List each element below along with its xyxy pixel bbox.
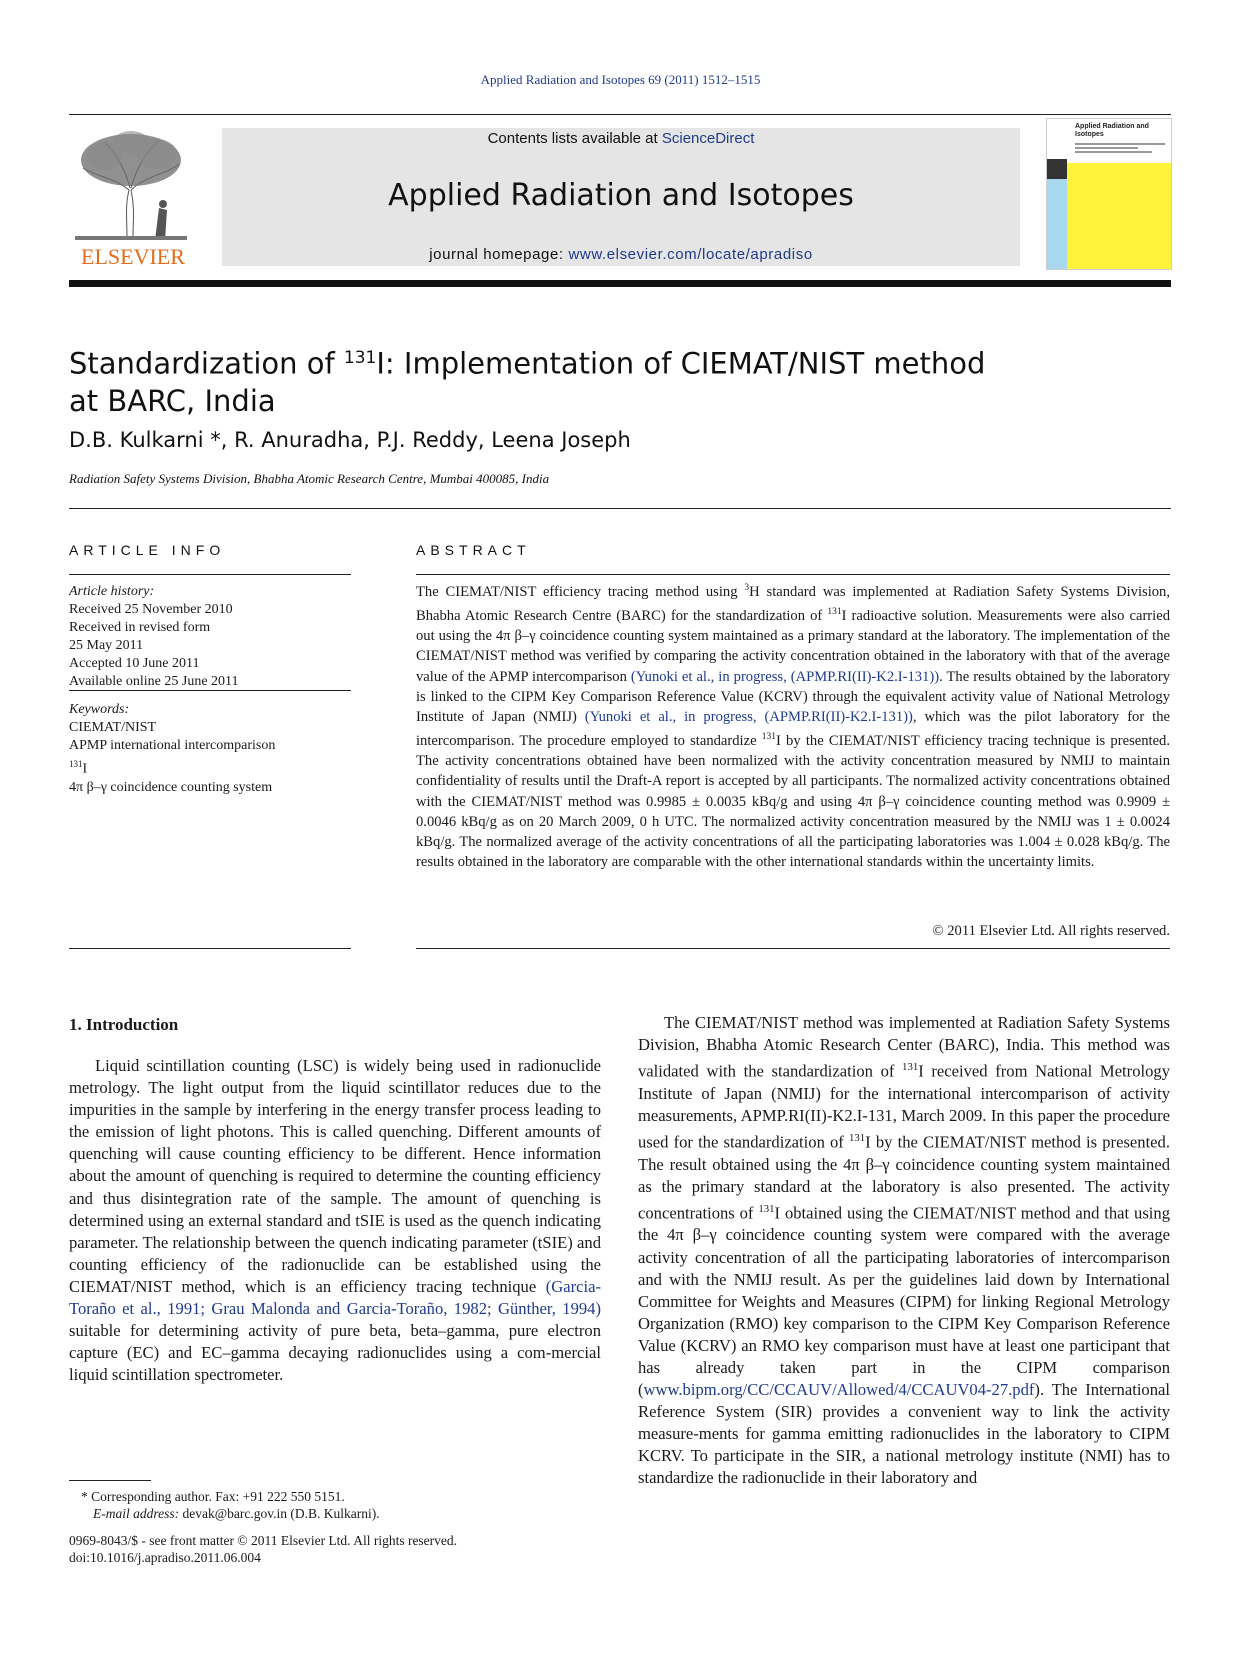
abstract-body (416, 578, 1170, 872)
history-label: Article history: (69, 584, 155, 599)
history-accepted: Accepted 10 June 2011 (69, 656, 200, 671)
body-superscript: 131 (902, 1061, 919, 1074)
title-separator-rule (69, 508, 1171, 509)
abstract-text: , which was the pilot laboratory for the intercomparison. The procedure employed to standardize (416, 708, 1170, 749)
journal-name: Applied Radiation and Isotopes (388, 178, 854, 213)
front-matter (69, 1532, 669, 1566)
abstract-text: The CIEMAT/NIST efficiency tracing method using (416, 583, 745, 600)
journal-citation[interactable]: Applied Radiation and Isotopes 69 (2011) 1512–1515 (480, 72, 761, 87)
history-revised-label: Received in revised form (69, 620, 211, 635)
email-note (69, 1505, 601, 1522)
abstract-heading: ABSTRACT (416, 542, 531, 558)
body-superscript: 131 (849, 1132, 866, 1144)
bipm-url-link[interactable]: www.bipm.org/CC/CCAUV/Allowed/4/CCAUV04-27.pdf (643, 1380, 1035, 1400)
abstract-superscript: 131 (761, 732, 776, 743)
email-address[interactable]: devak@barc.gov.in (D.B. Kulkarni). (179, 1506, 380, 1521)
keyword-item: 4π β–γ coincidence counting system (69, 779, 273, 795)
elsevier-tree-icon (75, 128, 187, 240)
article-info-rule (69, 574, 351, 575)
author-list[interactable]: D.B. Kulkarni *, R. Anuradha, P.J. Reddy, Leena Joseph (69, 428, 631, 452)
footnote (69, 1488, 601, 1522)
keyword-text: I (82, 761, 88, 777)
abstract-text: I by the CIEMAT/NIST efficiency tracing technique is presented. The activity concentrations obtained have been normalized with the activity concentration measured by NMIJ to maintain confidentiality of results until the Draft-A report is accepted by all participants. The normalized activity concentrations obtained with the CIEMAT/NIST method was 0.9985 ± 0.0035 kBq/g and using 4π β–γ coincidence counting method was 0.9909 ± 0.0046 kBq/g as on 20 March 2009, 0 h UTC. The normalized activity concentration measured by the NMIJ was 1 ± 0.0024 kBq/g. The normalized average of the activity concentrations of all the participating laboratories was 1.004 ± 0.028 kBq/g. The results obtained in the laboratory are comparable with the other international standards within the uncertainty limits. (416, 733, 1170, 871)
title-part-1: Standardization of (69, 346, 344, 381)
contents-line (222, 130, 1020, 147)
abstract-copyright: © 2011 Elsevier Ltd. All rights reserved. (932, 923, 1170, 939)
sciencedirect-link[interactable]: ScienceDirect (661, 130, 755, 147)
body-text: I obtained using the CIEMAT/NIST method and that using the 4π β–γ coincidence counting system were compared with the average activity concentration of all the participating laboratories of intercomparison and with the NMIJ result. As per the guidelines laid down by International Committee for Weights and Measures (CIPM) for linking Regional Metrology Organization (RMO) key comparison to the CIPM Key Comparison Reference Value (KCRV) an RMO key comparison must have at least one participant that has already taken part in the CIPM comparison ( (638, 1203, 1170, 1400)
history-received: Received 25 November 2010 (69, 602, 233, 617)
keywords-rule (69, 690, 351, 691)
article-history (69, 583, 351, 691)
article-info-bottom-rule (69, 948, 351, 949)
cover-title: Applied Radiation and Isotopes (1075, 123, 1149, 138)
section-heading-introduction: 1. Introduction (69, 1015, 179, 1034)
abstract-text: . The results obtained by the laboratory is linked to the CIPM Key Comparison Reference Value (KCRV) through the equivalent activity value of National Metrology Institute of Japan (NMIJ) (416, 668, 1170, 725)
cover-fine-print (1075, 143, 1165, 157)
keywords (69, 701, 351, 797)
body-text: suitable for determining activity of pure beta, beta–gamma, pure electron capture (EC) and EC–gamma decaying radionuclides using a com-mercial liquid scintillation spectrometer. (69, 1321, 601, 1385)
keyword-item: CIEMAT/NIST (69, 720, 157, 735)
homepage-prefix: journal homepage: (429, 246, 569, 263)
corresponding-author-note: * Corresponding author. Fax: +91 222 550 5151. (81, 1489, 345, 1504)
journal-homepage-link[interactable]: www.elsevier.com/locate/apradiso (568, 246, 813, 263)
body-text: The CIEMAT/NIST method was implemented at Radiation Safety Systems Division, Bhabha Atomic Research Center (BARC), India. This method was validated with the standardization of (638, 1013, 1170, 1081)
history-revised-date: 25 May 2011 (69, 638, 144, 653)
reference-link-yunoki[interactable]: (Yunoki et al., in progress, (APMP.RI(II)-K2.I-131)) (630, 668, 940, 685)
elsevier-logo[interactable] (69, 128, 197, 268)
title-superscript: 131 (343, 348, 377, 368)
history-online: Available online 25 June 2011 (69, 674, 239, 689)
abstract-text: H standard was implemented at Radiation Safety Systems Division, Bhabha Atomic Research Centre (BARC) for the standardization of (416, 583, 1170, 624)
contents-prefix: Contents lists available at (487, 130, 662, 147)
article-title (69, 340, 1069, 420)
issn-line: 0969-8043/$ - see front matter © 2011 Elsevier Ltd. All rights reserved. (69, 1533, 458, 1548)
header-bottom-rule (69, 280, 1171, 287)
article-info-heading: ARTICLE INFO (69, 542, 226, 558)
intro-paragraph-left (69, 1055, 601, 1386)
body-text: I received from National Metrology Institute of Japan (NMIJ) for the international intercomparison of activity measurements, APMP.RI(II)-K2.I-131, March 2009. In this paper the procedure used for the standardization of (638, 1061, 1170, 1152)
keyword-item: APMP international intercomparison (69, 738, 276, 753)
keyword-item (69, 755, 351, 779)
elsevier-wordmark: ELSEVIER (81, 244, 185, 269)
cover-yellow-panel (1067, 163, 1171, 269)
reference-link-garcia-torano[interactable]: (Garcia-Toraño et al., 1991; Grau Malonda and Garcia-Toraño, 1982; Günther, 1994) (69, 1276, 601, 1319)
affiliation: Radiation Safety Systems Division, Bhabha Atomic Research Centre, Mumbai 400085, India (69, 471, 550, 486)
abstract-bottom-rule (416, 948, 1170, 949)
intro-paragraph-right (638, 1012, 1170, 1490)
journal-banner (222, 128, 1020, 266)
title-part-3: at BARC, India (69, 383, 276, 418)
body-superscript: 131 (758, 1202, 775, 1215)
reference-link-yunoki[interactable]: (Yunoki et al., in progress, (APMP.RI(II)-K2.I-131)) (584, 708, 913, 725)
keywords-label: Keywords: (69, 702, 130, 717)
journal-cover[interactable] (1046, 118, 1172, 270)
cover-blue-band (1047, 179, 1067, 269)
body-text: I by the CIEMAT/NIST method is presented. The result obtained using the 4π β–γ coincidence counting system maintained as the primary standard at the laboratory is also presented. The activity concentrations of (638, 1132, 1170, 1223)
keyword-superscript: 131 (69, 759, 83, 769)
body-text: ). The International Reference System (SIR) provides a convenient way to link the activity measure-ments for gamma emitting radionuclides in the laboratory to CIPM KCRV. To participate in the SIR, a national metrology institute (NMI) has to standardize the radionuclide in their laboratory and (638, 1380, 1170, 1488)
header-top-rule (69, 114, 1171, 115)
doi-line[interactable]: doi:10.1016/j.apradiso.2011.06.004 (69, 1550, 261, 1565)
abstract-superscript: 3 (744, 583, 750, 593)
homepage-line (222, 246, 1020, 263)
abstract-superscript: 131 (827, 607, 842, 618)
email-label: E-mail address: (93, 1506, 180, 1521)
footnote-rule (69, 1480, 151, 1481)
cover-emblem (1047, 159, 1067, 179)
body-text: Liquid scintillation counting (LSC) is widely being used in radionuclide metrology. The light output from the liquid scintillator reduces due to the impurities in the sample by interfering in the energy transfer process leading to the emission of light photons. This is called quenching. Different amounts of quenching will cause counting efficiency to be different. Hence information about the amount of quenching is required to determine the counting efficiency and thus disintegration rate of the sample. The amount of quenching is determined using an external standard and tSIE is used as the quench indicating parameter. The relationship between the quench indicating parameter (tSIE) and counting efficiency of the radionuclide can be established using the CIEMAT/NIST method, which is an efficiency tracing technique (69, 1056, 601, 1296)
title-part-2: I: Implementation of CIEMAT/NIST method (376, 346, 986, 381)
abstract-text: I radioactive solution. Measurements were also carried out using the 4π β–γ coincidence counting system maintained as a primary standard at the laboratory. The implementation of the CIEMAT/NIST method was verified by comparing the activity concentration obtained in the laboratory with that of the average value of the APMP intercomparison (416, 607, 1170, 685)
abstract-rule (416, 574, 1170, 575)
